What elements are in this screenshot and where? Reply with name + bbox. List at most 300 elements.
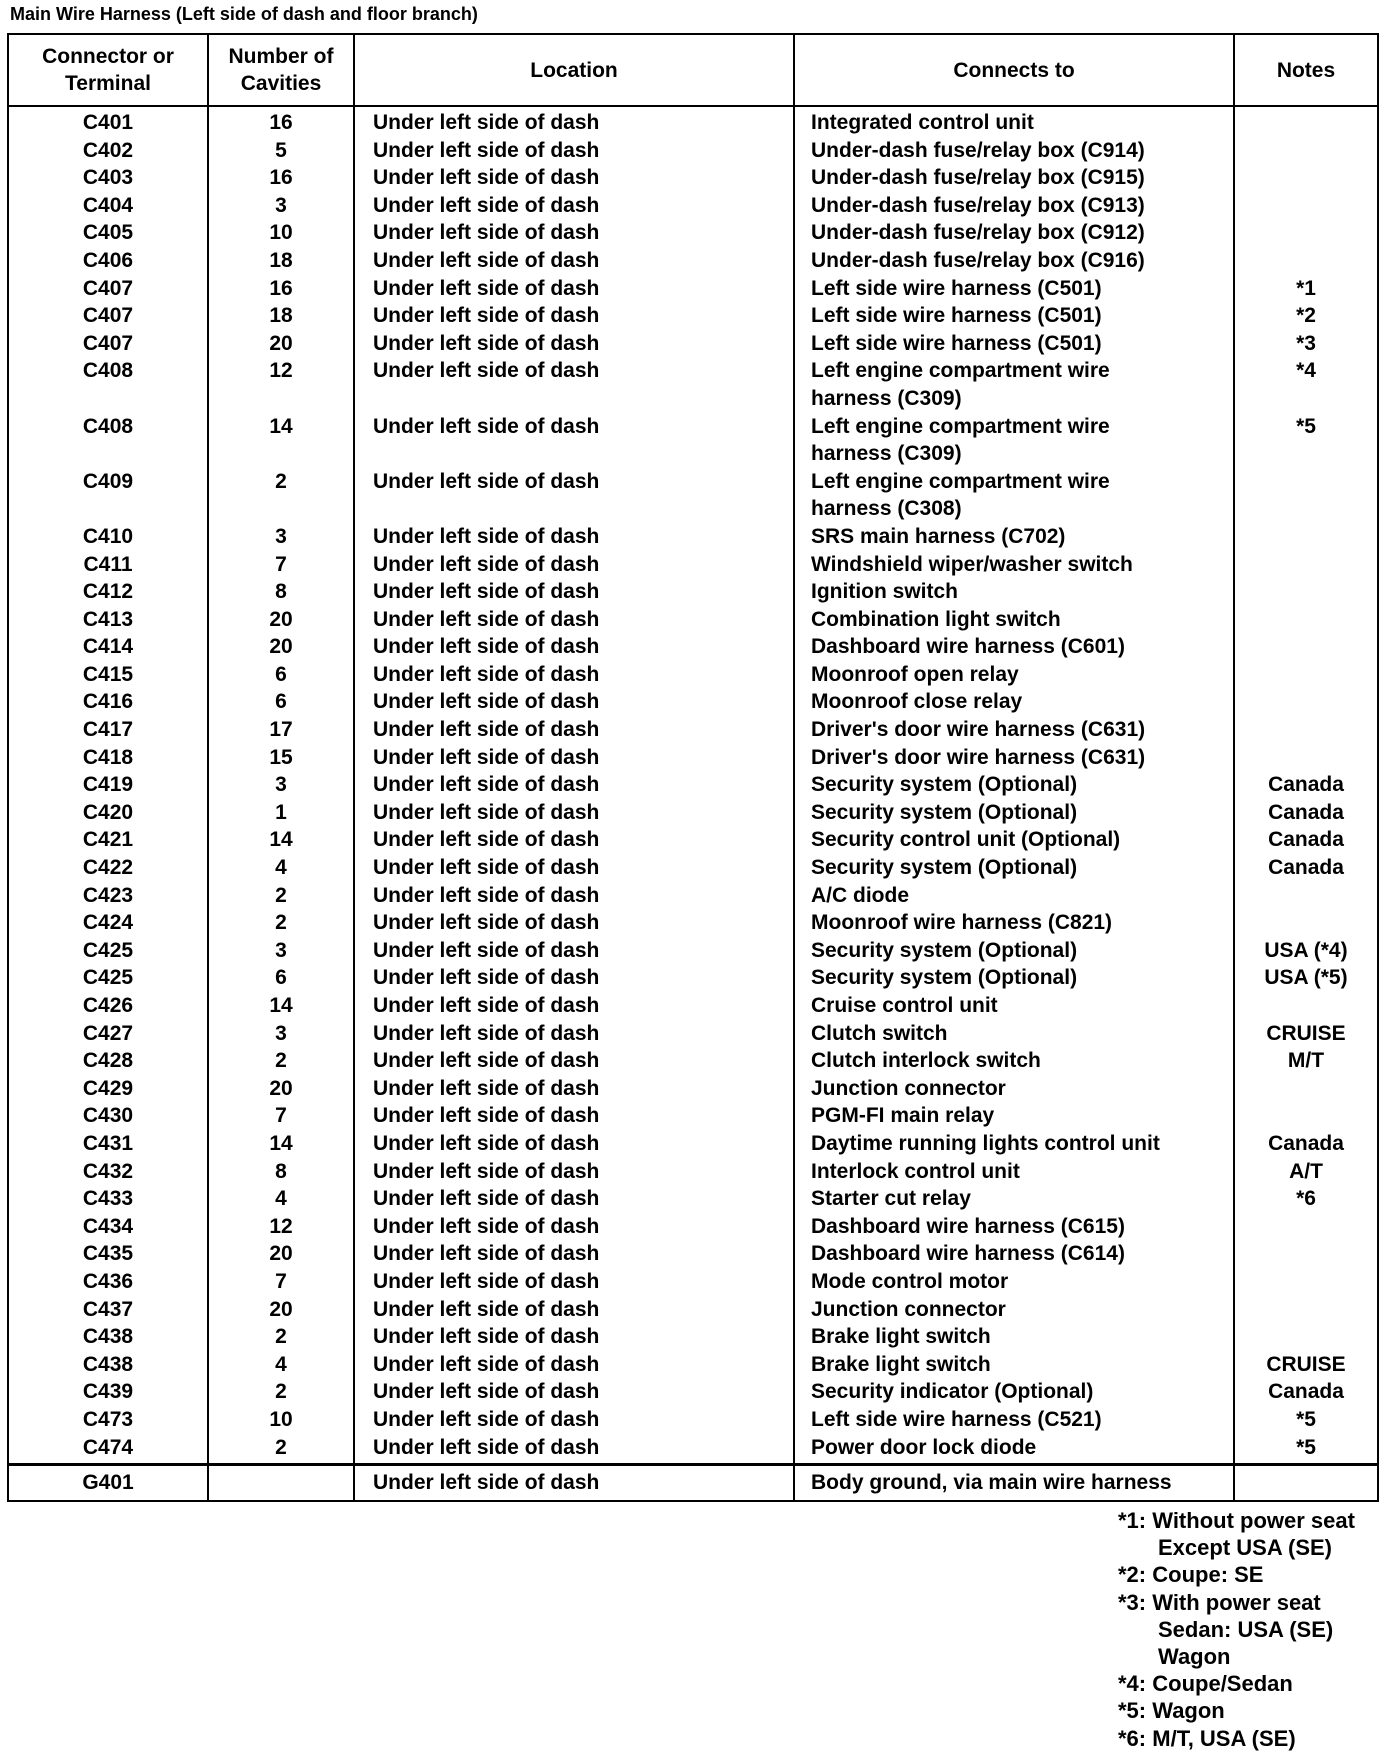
notes-cell — [1234, 247, 1378, 275]
connects-to-cell — [794, 854, 1234, 882]
connector-cell: C430 — [8, 1102, 208, 1130]
connects-to-cell — [794, 1020, 1234, 1048]
connects-to-cell — [794, 1075, 1234, 1103]
connector-cell: C418 — [8, 744, 208, 772]
notes-cell: Canada — [1234, 854, 1378, 882]
notes-cell — [1234, 219, 1378, 247]
location-cell: Under left side of dash — [354, 551, 794, 579]
connects-to-cell — [794, 771, 1234, 799]
connects-to-line: Left engine compartment wire — [811, 469, 1110, 493]
cavities-cell: 10 — [208, 1406, 354, 1434]
connector-cell: C438 — [8, 1351, 208, 1379]
connector-cell: C426 — [8, 992, 208, 1020]
location-cell: Under left side of dash — [354, 357, 794, 412]
connects-to-cell — [794, 357, 1234, 412]
table-row — [8, 219, 1378, 247]
connector-cell: C474 — [8, 1434, 208, 1465]
footnote-text: Wagon — [1152, 1698, 1225, 1724]
connects-to-line: Left engine compartment wire — [811, 414, 1110, 438]
connects-to-line: Clutch switch — [811, 1021, 948, 1045]
location-cell: Under left side of dash — [354, 1158, 794, 1186]
connects-to-cell — [794, 137, 1234, 165]
table-row — [8, 964, 1378, 992]
connects-to-cell — [794, 1378, 1234, 1406]
cavities-cell: 2 — [208, 1378, 354, 1406]
connects-to-cell — [794, 826, 1234, 854]
notes-cell: *5 — [1234, 1406, 1378, 1434]
table-row — [8, 937, 1378, 965]
table-row — [8, 799, 1378, 827]
connects-to-cell — [794, 106, 1234, 137]
cavities-cell: 15 — [208, 744, 354, 772]
table-row — [8, 1020, 1378, 1048]
cavities-cell: 2 — [208, 909, 354, 937]
location-cell: Under left side of dash — [354, 413, 794, 468]
notes-cell: CRUISE — [1234, 1020, 1378, 1048]
ground-cavities — [208, 1465, 354, 1502]
connector-cell: C423 — [8, 882, 208, 910]
cavities-cell: 14 — [208, 413, 354, 468]
connects-to-line: Under-dash fuse/relay box (C912) — [811, 221, 1145, 245]
notes-cell: *4 — [1234, 357, 1378, 412]
cavities-cell: 2 — [208, 882, 354, 910]
connects-to-line: harness (C309) — [811, 442, 962, 466]
connector-cell: C432 — [8, 1158, 208, 1186]
cavities-cell: 14 — [208, 826, 354, 854]
connector-cell: C405 — [8, 219, 208, 247]
cavities-cell: 6 — [208, 688, 354, 716]
connector-cell: C415 — [8, 661, 208, 689]
notes-cell: USA (*5) — [1234, 964, 1378, 992]
connects-to-cell — [794, 1351, 1234, 1379]
notes-cell — [1234, 1323, 1378, 1351]
location-cell: Under left side of dash — [354, 1130, 794, 1158]
col-header-connector: Connector or Terminal — [8, 34, 208, 106]
notes-cell: *5 — [1234, 1434, 1378, 1465]
cavities-cell: 20 — [208, 1240, 354, 1268]
connects-to-line: Starter cut relay — [811, 1187, 971, 1211]
connects-to-cell — [794, 551, 1234, 579]
connects-to-cell — [794, 716, 1234, 744]
table-row — [8, 1047, 1378, 1075]
ground-connects-to: Body ground, via main wire harness — [794, 1465, 1234, 1502]
table-row — [8, 1323, 1378, 1351]
table-row — [8, 882, 1378, 910]
footnote-key: *3: — [1118, 1589, 1147, 1615]
connects-to-line: Under-dash fuse/relay box (C914) — [811, 138, 1145, 162]
location-cell: Under left side of dash — [354, 854, 794, 882]
connects-to-line: Moonroof wire harness (C821) — [811, 911, 1113, 935]
table-row — [8, 661, 1378, 689]
cavities-cell: 14 — [208, 1130, 354, 1158]
footnote — [1118, 1725, 1355, 1752]
ground-section — [8, 1465, 1378, 1502]
location-cell: Under left side of dash — [354, 523, 794, 551]
location-cell: Under left side of dash — [354, 219, 794, 247]
table-row — [8, 854, 1378, 882]
connector-cell: C411 — [8, 551, 208, 579]
footnote — [1118, 1561, 1355, 1588]
table-row — [8, 1240, 1378, 1268]
location-cell: Under left side of dash — [354, 633, 794, 661]
notes-cell — [1234, 688, 1378, 716]
connector-cell: C417 — [8, 716, 208, 744]
connector-cell: C424 — [8, 909, 208, 937]
connects-to-cell — [794, 413, 1234, 468]
table-row — [8, 1268, 1378, 1296]
connects-to-line: PGM-FI main relay — [811, 1104, 995, 1128]
connects-to-line: Driver's door wire harness (C631) — [811, 745, 1146, 769]
notes-cell: Canada — [1234, 771, 1378, 799]
notes-cell — [1234, 106, 1378, 137]
notes-cell — [1234, 882, 1378, 910]
connector-cell: C437 — [8, 1296, 208, 1324]
location-cell: Under left side of dash — [354, 606, 794, 634]
location-cell: Under left side of dash — [354, 137, 794, 165]
table-row — [8, 413, 1378, 468]
connector-cell: C412 — [8, 578, 208, 606]
connector-cell: C403 — [8, 164, 208, 192]
table-row — [8, 1075, 1378, 1103]
connector-table — [7, 33, 1379, 1502]
connector-cell: C408 — [8, 357, 208, 412]
connects-to-cell — [794, 964, 1234, 992]
location-cell: Under left side of dash — [354, 302, 794, 330]
cavities-cell: 4 — [208, 1185, 354, 1213]
footnote-text: With power seat — [1152, 1589, 1321, 1615]
notes-cell — [1234, 744, 1378, 772]
notes-cell: *2 — [1234, 302, 1378, 330]
notes-cell: USA (*4) — [1234, 937, 1378, 965]
notes-cell: Canada — [1234, 799, 1378, 827]
connects-to-line: Security system (Optional) — [811, 800, 1078, 824]
cavities-cell: 16 — [208, 106, 354, 137]
footnote-text: Coupe: SE — [1152, 1562, 1264, 1588]
cavities-cell: 2 — [208, 468, 354, 523]
location-cell: Under left side of dash — [354, 247, 794, 275]
connects-to-line: Left side wire harness (C501) — [811, 276, 1102, 300]
table-row — [8, 1213, 1378, 1241]
location-cell: Under left side of dash — [354, 192, 794, 220]
connects-to-cell — [794, 302, 1234, 330]
cavities-cell: 3 — [208, 523, 354, 551]
location-cell: Under left side of dash — [354, 799, 794, 827]
table-row — [8, 826, 1378, 854]
connects-to-line: harness (C309) — [811, 386, 962, 410]
connects-to-cell — [794, 1268, 1234, 1296]
location-cell: Under left side of dash — [354, 1296, 794, 1324]
location-cell: Under left side of dash — [354, 1102, 794, 1130]
connects-to-cell — [794, 661, 1234, 689]
connects-to-cell — [794, 909, 1234, 937]
cavities-cell: 18 — [208, 247, 354, 275]
location-cell: Under left side of dash — [354, 468, 794, 523]
cavities-cell: 2 — [208, 1047, 354, 1075]
notes-cell: *6 — [1234, 1185, 1378, 1213]
connects-to-cell — [794, 1434, 1234, 1465]
location-cell: Under left side of dash — [354, 1378, 794, 1406]
connects-to-line: harness (C308) — [811, 497, 962, 521]
footnote-text: M/T, USA (SE) — [1152, 1725, 1296, 1751]
table-row — [8, 1130, 1378, 1158]
connects-to-cell — [794, 1240, 1234, 1268]
connector-cell: C431 — [8, 1130, 208, 1158]
notes-cell: *5 — [1234, 413, 1378, 468]
location-cell: Under left side of dash — [354, 106, 794, 137]
connector-cell: C407 — [8, 302, 208, 330]
notes-cell — [1234, 1213, 1378, 1241]
notes-cell: *1 — [1234, 275, 1378, 303]
connector-cell: C414 — [8, 633, 208, 661]
table-row — [8, 992, 1378, 1020]
cavities-cell: 7 — [208, 551, 354, 579]
connects-to-line: Security system (Optional) — [811, 856, 1078, 880]
footnote-continuation: Sedan: USA (SE) — [1158, 1616, 1334, 1642]
connects-to-line: Left engine compartment wire — [811, 359, 1110, 383]
connects-to-cell — [794, 1102, 1234, 1130]
connects-to-cell — [794, 992, 1234, 1020]
connects-to-cell — [794, 330, 1234, 358]
notes-cell — [1234, 551, 1378, 579]
notes-cell: Canada — [1234, 1378, 1378, 1406]
connector-cell: C406 — [8, 247, 208, 275]
cavities-cell: 20 — [208, 1075, 354, 1103]
location-cell: Under left side of dash — [354, 578, 794, 606]
notes-cell — [1234, 468, 1378, 523]
table-row — [8, 1102, 1378, 1130]
connects-to-line: Daytime running lights control unit — [811, 1131, 1160, 1155]
footnote-key: *4: — [1118, 1671, 1147, 1697]
connector-cell: C407 — [8, 275, 208, 303]
table-row — [8, 909, 1378, 937]
cavities-cell: 8 — [208, 578, 354, 606]
connects-to-cell — [794, 1185, 1234, 1213]
table-row — [8, 744, 1378, 772]
col-header-notes: Notes — [1234, 34, 1378, 106]
table-row — [8, 1296, 1378, 1324]
connector-cell: C438 — [8, 1323, 208, 1351]
connector-cell: C401 — [8, 106, 208, 137]
connector-cell: C402 — [8, 137, 208, 165]
cavities-cell: 3 — [208, 937, 354, 965]
notes-cell — [1234, 1268, 1378, 1296]
col-header-location: Location — [354, 34, 794, 106]
connector-cell: C409 — [8, 468, 208, 523]
cavities-cell: 20 — [208, 606, 354, 634]
connects-to-line: Under-dash fuse/relay box (C913) — [811, 193, 1145, 217]
connects-to-cell — [794, 882, 1234, 910]
location-cell: Under left side of dash — [354, 688, 794, 716]
table-row — [8, 357, 1378, 412]
connects-to-line: Under-dash fuse/relay box (C915) — [811, 166, 1145, 190]
connects-to-line: Security indicator (Optional) — [811, 1380, 1094, 1404]
location-cell: Under left side of dash — [354, 744, 794, 772]
cavities-cell: 12 — [208, 357, 354, 412]
connector-cell: C408 — [8, 413, 208, 468]
connector-cell: C429 — [8, 1075, 208, 1103]
connects-to-cell — [794, 688, 1234, 716]
connector-cell: C413 — [8, 606, 208, 634]
connects-to-line: A/C diode — [811, 883, 909, 907]
cavities-cell: 20 — [208, 633, 354, 661]
location-cell: Under left side of dash — [354, 1047, 794, 1075]
notes-cell — [1234, 1240, 1378, 1268]
notes-cell: Canada — [1234, 1130, 1378, 1158]
connects-to-line: Clutch interlock switch — [811, 1049, 1041, 1073]
cavities-cell: 3 — [208, 771, 354, 799]
cavities-cell: 7 — [208, 1268, 354, 1296]
footnote-key: *5: — [1118, 1698, 1147, 1724]
location-cell: Under left side of dash — [354, 1075, 794, 1103]
footnote-text: Coupe/Sedan — [1152, 1671, 1293, 1697]
footnote-key: *1: — [1118, 1508, 1147, 1533]
notes-cell — [1234, 523, 1378, 551]
connects-to-cell — [794, 937, 1234, 965]
connects-to-cell — [794, 1213, 1234, 1241]
connects-to-line: Windshield wiper/washer switch — [811, 552, 1133, 576]
table-row — [8, 330, 1378, 358]
location-cell: Under left side of dash — [354, 1323, 794, 1351]
location-cell: Under left side of dash — [354, 275, 794, 303]
cavities-cell: 16 — [208, 164, 354, 192]
connects-to-line: Driver's door wire harness (C631) — [811, 718, 1146, 742]
table-row — [8, 606, 1378, 634]
table-row — [8, 1378, 1378, 1406]
notes-cell: A/T — [1234, 1158, 1378, 1186]
connects-to-cell — [794, 247, 1234, 275]
connects-to-line: Moonroof close relay — [811, 690, 1023, 714]
table-row — [8, 1158, 1378, 1186]
connects-to-line: Dashboard wire harness (C614) — [811, 1242, 1125, 1266]
connects-to-cell — [794, 468, 1234, 523]
cavities-cell: 6 — [208, 964, 354, 992]
table-row — [8, 137, 1378, 165]
table-row — [8, 468, 1378, 523]
connects-to-cell — [794, 523, 1234, 551]
footnote — [1118, 1697, 1355, 1724]
location-cell: Under left side of dash — [354, 1240, 794, 1268]
location-cell: Under left side of dash — [354, 164, 794, 192]
location-cell: Under left side of dash — [354, 1406, 794, 1434]
cavities-cell: 16 — [208, 275, 354, 303]
connects-to-line: Dashboard wire harness (C615) — [811, 1214, 1125, 1238]
notes-cell — [1234, 716, 1378, 744]
table-row — [8, 716, 1378, 744]
table-row — [8, 1406, 1378, 1434]
cavities-cell: 3 — [208, 1020, 354, 1048]
notes-cell — [1234, 1102, 1378, 1130]
connector-cell: C439 — [8, 1378, 208, 1406]
footnote — [1118, 1589, 1355, 1616]
location-cell: Under left side of dash — [354, 1213, 794, 1241]
connector-cell: C435 — [8, 1240, 208, 1268]
table-row — [8, 523, 1378, 551]
cavities-cell: 2 — [208, 1323, 354, 1351]
header-row — [8, 34, 1378, 106]
location-cell: Under left side of dash — [354, 964, 794, 992]
connects-to-cell — [794, 606, 1234, 634]
notes-cell — [1234, 137, 1378, 165]
table-row — [8, 633, 1378, 661]
connector-cell: C407 — [8, 330, 208, 358]
col-header-cavities: Number of Cavities — [208, 34, 354, 106]
connector-cell: C434 — [8, 1213, 208, 1241]
cavities-cell: 6 — [208, 661, 354, 689]
connects-to-line: Left side wire harness (C501) — [811, 304, 1102, 328]
notes-cell — [1234, 1075, 1378, 1103]
connects-to-line: Junction connector — [811, 1076, 1006, 1100]
cavities-cell: 18 — [208, 302, 354, 330]
notes-cell — [1234, 578, 1378, 606]
connector-cell: C422 — [8, 854, 208, 882]
footnote-text: Without power seat — [1152, 1508, 1355, 1533]
table-row — [8, 302, 1378, 330]
table-row — [8, 771, 1378, 799]
cavities-cell: 10 — [208, 219, 354, 247]
notes-cell: M/T — [1234, 1047, 1378, 1075]
connects-to-line: Left side wire harness (C501) — [811, 331, 1102, 355]
connects-to-line: Security system (Optional) — [811, 938, 1078, 962]
connects-to-cell — [794, 744, 1234, 772]
connects-to-line: SRS main harness (C702) — [811, 524, 1066, 548]
table-row — [8, 578, 1378, 606]
notes-cell — [1234, 1296, 1378, 1324]
ground-location: Under left side of dash — [354, 1465, 794, 1502]
ground-row — [8, 1465, 1378, 1502]
connector-cell: C410 — [8, 523, 208, 551]
connector-cell: C416 — [8, 688, 208, 716]
notes-cell — [1234, 992, 1378, 1020]
connects-to-line: Power door lock diode — [811, 1435, 1037, 1459]
connects-to-line: Integrated control unit — [811, 111, 1034, 134]
location-cell: Under left side of dash — [354, 826, 794, 854]
connects-to-line: Security system (Optional) — [811, 966, 1078, 990]
table-row — [8, 551, 1378, 579]
cavities-cell: 3 — [208, 192, 354, 220]
table-row — [8, 247, 1378, 275]
ground-notes — [1234, 1465, 1378, 1502]
connector-cell: C433 — [8, 1185, 208, 1213]
connects-to-cell — [794, 578, 1234, 606]
connector-cell: C427 — [8, 1020, 208, 1048]
connects-to-cell — [794, 1047, 1234, 1075]
location-cell: Under left side of dash — [354, 992, 794, 1020]
connects-to-line: Under-dash fuse/relay box (C916) — [811, 248, 1145, 272]
connector-cell: C404 — [8, 192, 208, 220]
connects-to-line: Junction connector — [811, 1297, 1006, 1321]
connects-to-cell — [794, 799, 1234, 827]
table-row — [8, 688, 1378, 716]
table-row — [8, 192, 1378, 220]
location-cell: Under left side of dash — [354, 661, 794, 689]
notes-cell — [1234, 909, 1378, 937]
location-cell: Under left side of dash — [354, 1351, 794, 1379]
cavities-cell: 1 — [208, 799, 354, 827]
connector-cell: C419 — [8, 771, 208, 799]
page-title: Main Wire Harness (Left side of dash and floor branch) — [10, 4, 478, 24]
footnote — [1118, 1507, 1355, 1534]
footnote — [1118, 1670, 1355, 1697]
connects-to-cell — [794, 192, 1234, 220]
connects-to-line: Moonroof open relay — [811, 662, 1019, 686]
cavities-cell: 4 — [208, 1351, 354, 1379]
cavities-cell: 20 — [208, 1296, 354, 1324]
ground-connector: G401 — [8, 1465, 208, 1502]
connects-to-cell — [794, 275, 1234, 303]
connects-to-line: Left side wire harness (C521) — [811, 1407, 1102, 1431]
connects-to-cell — [794, 1323, 1234, 1351]
connector-cell: C473 — [8, 1406, 208, 1434]
